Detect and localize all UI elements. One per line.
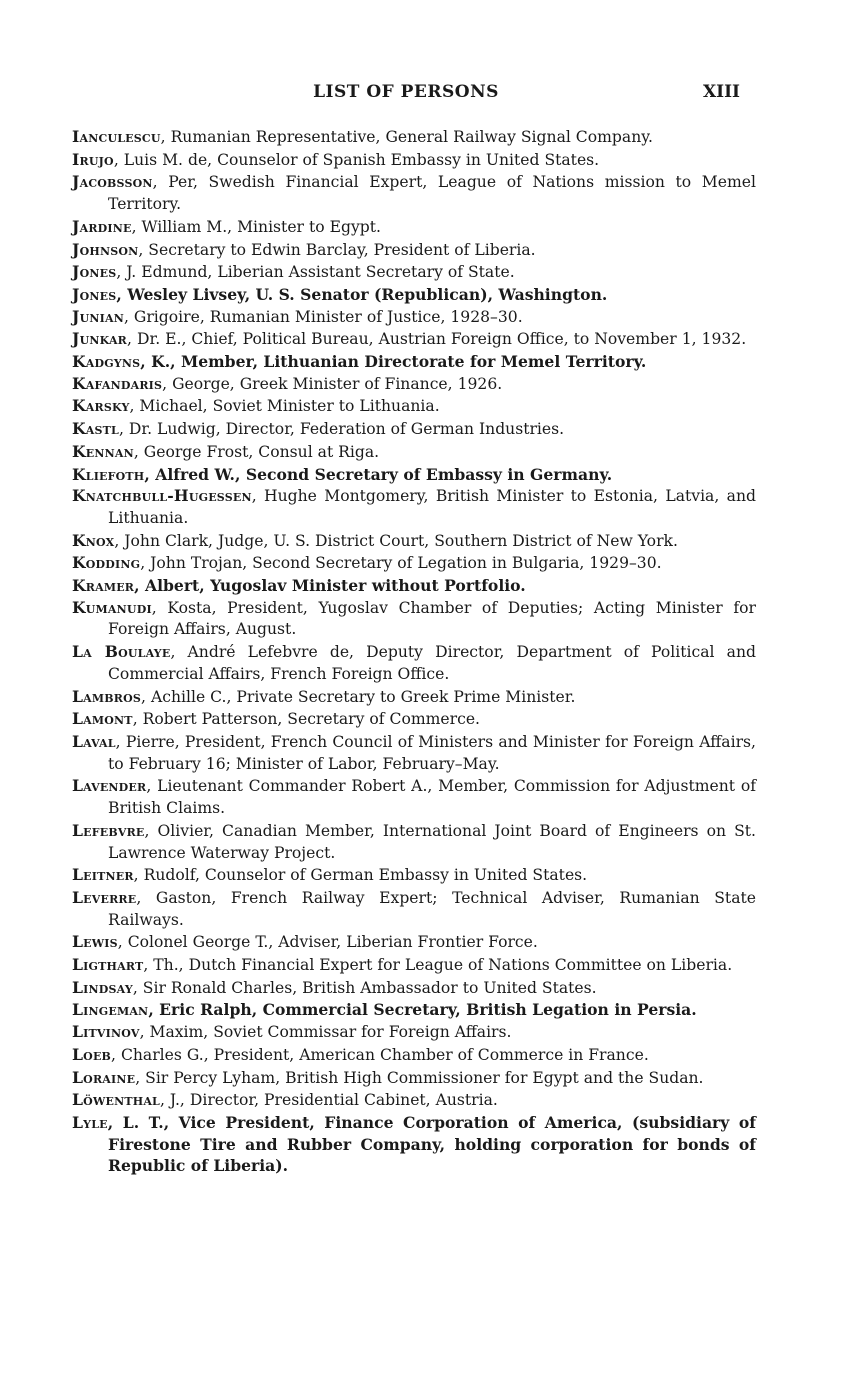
list-entry	[72, 954, 756, 977]
entry-surname: Leverre	[72, 887, 137, 907]
entry-description: , George Frost, Consul at Riga.	[133, 442, 380, 461]
entry-description: , J., Director, Presidential Cabinet, Austria.	[160, 1091, 498, 1110]
entry-surname: Lyle	[72, 1112, 108, 1132]
entry-description: , George, Greek Minister of Finance, 1926.	[162, 374, 503, 393]
entry-surname: Lefebvre	[72, 820, 145, 840]
entry-surname: Junian	[72, 306, 124, 326]
entry-surname: Johnson	[72, 239, 139, 259]
entry-description: , Colonel George T., Adviser, Liberian Frontier Force.	[117, 933, 538, 952]
entry-description: , Dr. E., Chief, Political Bureau, Austrian Foreign Office, to November 1, 1932.	[127, 330, 747, 349]
list-entry	[72, 1089, 756, 1112]
entry-surname: Kafandaris	[72, 373, 163, 393]
persons-list	[72, 126, 756, 1177]
list-entry	[72, 1067, 756, 1090]
page-title: LIST OF PERSONS	[313, 82, 499, 102]
entry-description: , John Clark, Judge, U. S. District Court, Southern District of New York.	[114, 531, 678, 550]
entry-surname: Jones	[72, 284, 117, 304]
entry-description: , William M., Minister to Egypt.	[131, 217, 381, 236]
entry-surname: Kastl	[72, 419, 119, 439]
entry-description: , J. Edmund, Liberian Assistant Secretary of State.	[116, 263, 515, 282]
page-number: XIII	[702, 82, 740, 102]
list-entry	[72, 887, 756, 931]
list-entry	[72, 171, 756, 215]
list-entry	[72, 485, 756, 529]
entry-description: , Secretary to Edwin Barclay, President of Liberia.	[138, 240, 536, 259]
entry-description: , Gaston, French Railway Expert; Technical Adviser, Rumanian State Railways.	[108, 888, 756, 929]
entry-surname: Lindsay	[72, 977, 133, 997]
entry-description: , Rumanian Representative, General Railway Signal Company.	[160, 128, 653, 146]
entry-surname: Jacobsson	[72, 172, 153, 192]
list-entry	[72, 530, 756, 553]
entry-surname: Ligthart	[72, 955, 144, 975]
entry-surname: Leitner	[72, 865, 134, 885]
entry-surname: Kumanudi	[72, 597, 152, 617]
list-entry	[72, 708, 756, 731]
entry-description: , Hughe Montgomery, British Minister to Estonia, Latvia, and Lithuania.	[108, 487, 756, 527]
entry-surname: Kodding	[72, 553, 141, 573]
list-entry	[72, 239, 756, 262]
entry-surname: Knatchbull-Hugessen	[72, 486, 252, 506]
entry-description: , Luis M. de, Counselor of Spanish Embassy in United States.	[113, 150, 600, 169]
entry-description: , Kosta, President, Yugoslav Chamber of Deputies; Acting Minister for Foreign Affairs, August.	[108, 598, 756, 639]
entry-surname: Löwenthal	[72, 1090, 160, 1110]
entry-description: , Robert Patterson, Secretary of Commerce.	[132, 710, 481, 729]
list-entry	[72, 328, 756, 351]
list-entry	[72, 686, 756, 709]
list-entry	[72, 597, 756, 641]
entry-description: , K., Member, Lithuanian Directorate for Memel Territory.	[140, 352, 647, 372]
entry-description: , Eric Ralph, Commercial Secretary, British Legation in Persia.	[148, 1000, 697, 1020]
list-entry	[72, 1112, 756, 1177]
entry-surname: Jones	[72, 262, 117, 282]
entry-description: , Charles G., President, American Chamber of Commerce in France.	[111, 1045, 649, 1064]
entry-description: , Albert, Yugoslav Minister without Portfolio.	[134, 576, 526, 596]
list-entry	[72, 820, 756, 864]
entry-description: , Dr. Ludwig, Director, Federation of German Industries.	[118, 420, 565, 439]
entry-description: , Maxim, Soviet Commissar for Foreign Affairs.	[139, 1023, 512, 1042]
entry-description: , Pierre, President, French Council of Ministers and Minister for Foreign Affairs, to February 16; Minister of Labor, February–May.	[108, 732, 756, 773]
entry-surname: Kramer	[72, 576, 135, 596]
entry-surname: La Boulaye	[72, 642, 171, 662]
entry-surname: Karsky	[72, 396, 130, 416]
list-entry	[72, 999, 756, 1021]
list-entry	[72, 351, 756, 373]
entry-surname: Knox	[72, 530, 115, 550]
list-entry	[72, 216, 756, 239]
entry-surname: Loraine	[72, 1067, 136, 1087]
entry-surname: Lingeman	[72, 1000, 149, 1020]
entry-surname: Irujo	[72, 149, 114, 169]
entry-surname: Ianculescu	[72, 127, 161, 146]
entry-description: , L. T., Vice President, Finance Corporation of America, (subsidiary of Firestone Tire and Rubber Company, holding corporation for bonds of Republic of Liberia).	[107, 1112, 756, 1176]
entry-description: , Olivier, Canadian Member, International Joint Board of Engineers on St. Lawrence Waterway Project.	[108, 821, 756, 862]
list-entry	[72, 641, 756, 685]
list-entry	[72, 864, 756, 887]
entry-description: , Per, Swedish Financial Expert, League of Nations mission to Memel Territory.	[108, 173, 756, 214]
list-entry	[72, 731, 756, 775]
entry-description: , Wesley Livsey, U. S. Senator (Republican), Washington.	[116, 284, 608, 304]
list-entry	[72, 441, 756, 464]
list-entry	[72, 395, 756, 418]
list-entry	[72, 931, 756, 954]
entry-description: , André Lefebvre de, Deputy Director, Department of Political and Commercial Affairs, French Foreign Office.	[108, 643, 756, 683]
list-entry	[72, 775, 756, 819]
entry-description: , Lieutenant Commander Robert A., Member, Commission for Adjustment of British Claims.	[108, 777, 756, 818]
list-entry	[72, 1021, 756, 1044]
list-entry	[72, 575, 756, 597]
entry-surname: Lavender	[72, 776, 147, 796]
list-entry	[72, 977, 756, 1000]
list-entry	[72, 1044, 756, 1067]
entry-surname: Lewis	[72, 932, 118, 952]
list-entry	[72, 464, 756, 486]
entry-surname: Jardine	[72, 216, 132, 236]
entry-surname: Lambros	[72, 686, 142, 706]
page-header	[72, 82, 740, 108]
entry-description: , Grigoire, Rumanian Minister of Justice, 1928–30.	[123, 307, 523, 326]
entry-description: , Sir Percy Lyham, British High Commissioner for Egypt and the Sudan.	[135, 1068, 704, 1087]
entry-surname: Kennan	[72, 441, 134, 461]
list-entry	[72, 552, 756, 575]
entry-surname: Kliefoth	[72, 464, 145, 484]
entry-surname: Lamont	[72, 709, 133, 729]
entry-description: , Achille C., Private Secretary to Greek Prime Minister.	[141, 687, 576, 706]
entry-description: , Michael, Soviet Minister to Lithuania.	[129, 397, 440, 416]
list-entry	[72, 126, 756, 149]
entry-surname: Loeb	[72, 1044, 112, 1064]
list-entry	[72, 149, 756, 172]
entry-surname: Litvinov	[72, 1022, 140, 1042]
entry-surname: Junkar	[72, 329, 128, 349]
entry-description: , John Trojan, Second Secretary of Legation in Bulgaria, 1929–30.	[140, 554, 662, 573]
list-entry	[72, 284, 756, 306]
list-entry	[72, 373, 756, 396]
list-entry	[72, 418, 756, 441]
entry-description: , Sir Ronald Charles, British Ambassador to United States.	[132, 978, 597, 997]
entry-description: , Rudolf, Counselor of German Embassy in United States.	[133, 866, 588, 885]
entry-surname: Kadgyns	[72, 352, 141, 372]
list-entry	[72, 261, 756, 284]
entry-description: , Alfred W., Second Secretary of Embassy in Germany.	[144, 464, 613, 484]
list-entry	[72, 306, 756, 329]
entry-surname: Laval	[72, 731, 116, 751]
entry-description: , Th., Dutch Financial Expert for League of Nations Committee on Liberia.	[143, 956, 733, 975]
